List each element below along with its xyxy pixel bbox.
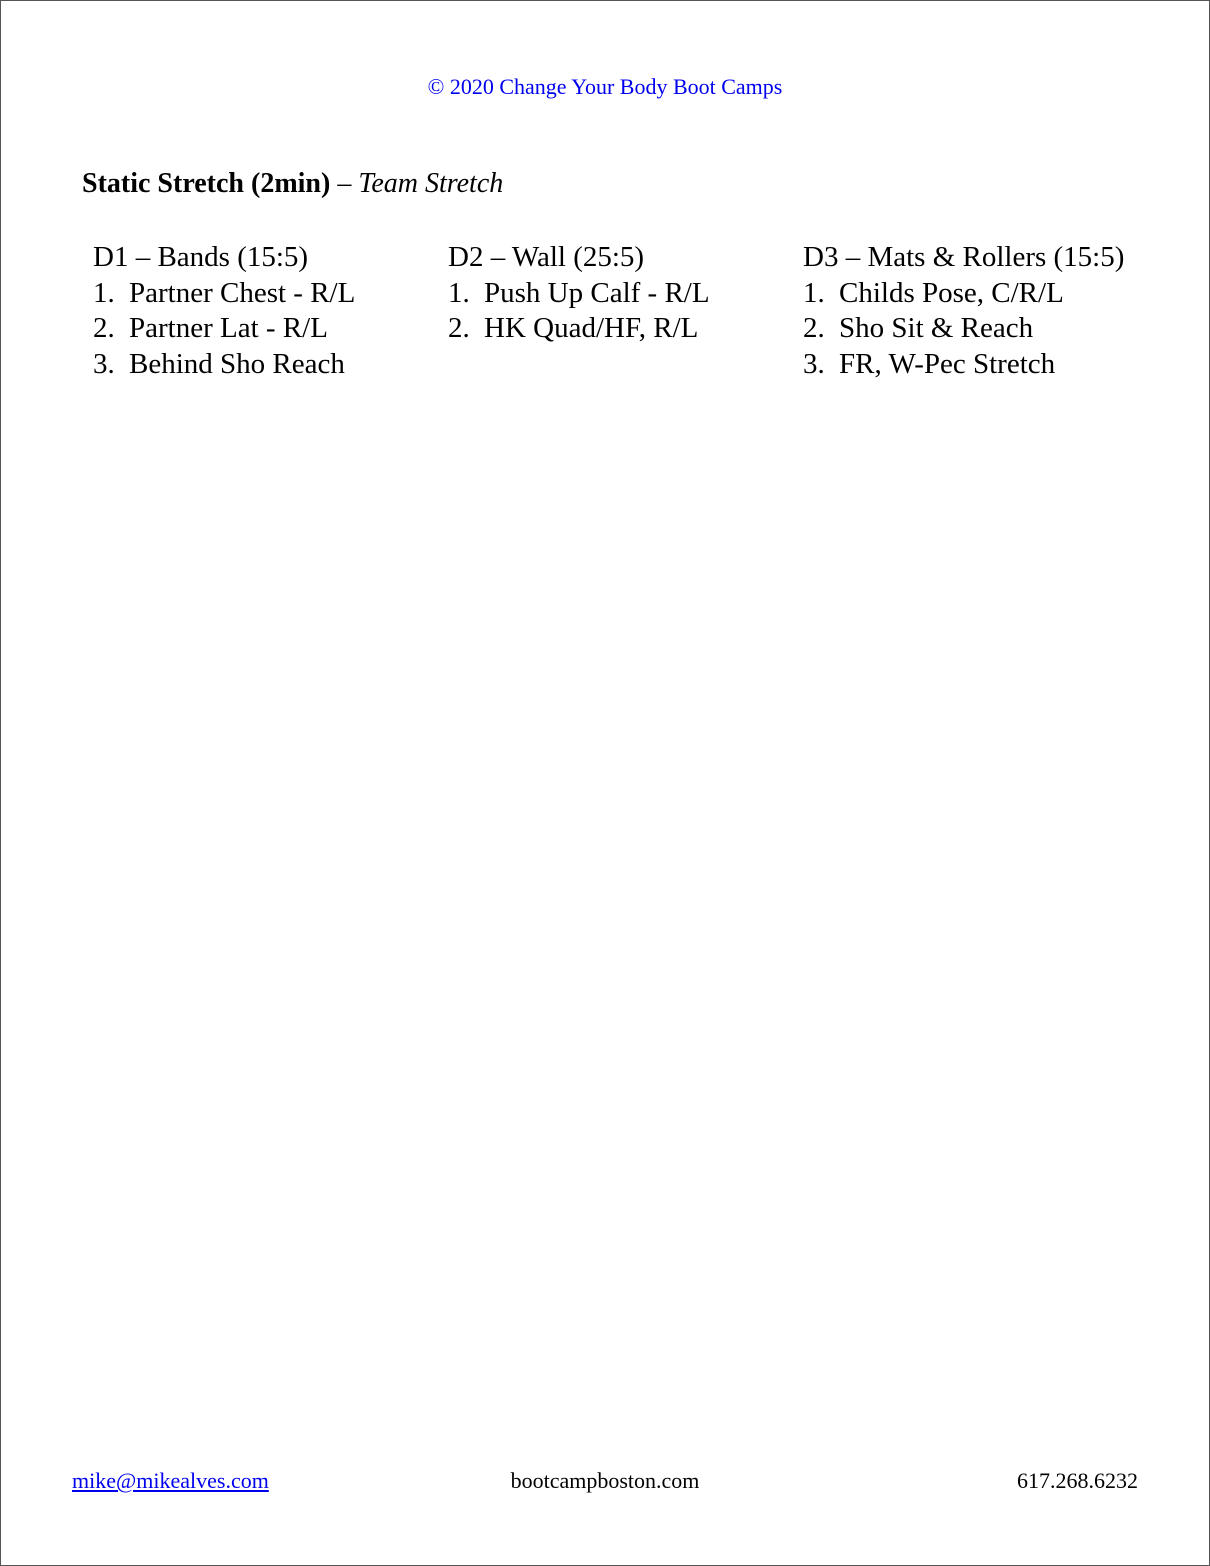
list-item	[803, 347, 1124, 383]
footer-email-link[interactable]: mike@mikealves.com	[72, 1468, 269, 1493]
item-number: 1.	[803, 276, 825, 309]
station-d3	[803, 240, 1124, 382]
footer-phone: 617.268.6232	[1017, 1468, 1138, 1493]
list-item	[803, 311, 1124, 347]
item-text: Childs Pose, C/R/L	[839, 276, 1064, 309]
item-number: 2.	[448, 312, 470, 345]
stretch-list	[93, 276, 355, 383]
list-item	[93, 311, 355, 347]
item-text: Partner Chest - R/L	[129, 276, 356, 309]
list-item	[448, 311, 710, 347]
section-title: Static Stretch (2min)	[82, 168, 331, 199]
section-separator: –	[330, 168, 359, 199]
list-item	[93, 276, 355, 312]
item-number: 1.	[448, 276, 470, 309]
list-item	[448, 276, 710, 312]
station-title: D1 – Bands (15:5)	[93, 241, 309, 273]
station-title: D2 – Wall (25:5)	[448, 241, 645, 273]
item-number: 3.	[93, 347, 115, 380]
item-number: 3.	[803, 347, 825, 380]
item-text: Push Up Calf - R/L	[484, 276, 710, 309]
stretch-list	[448, 276, 710, 347]
item-number: 1.	[93, 276, 115, 309]
stretch-list	[803, 276, 1124, 383]
item-text: HK Quad/HF, R/L	[484, 312, 699, 345]
section-heading	[82, 168, 503, 200]
station-d2	[448, 240, 710, 347]
station-d1	[93, 240, 355, 382]
item-text: FR, W-Pec Stretch	[839, 347, 1056, 380]
item-text: Partner Lat - R/L	[129, 312, 328, 345]
section-subtitle: Team Stretch	[358, 168, 504, 199]
copyright-header: © 2020 Change Your Body Boot Camps	[427, 74, 783, 99]
list-item	[803, 276, 1124, 312]
item-text: Sho Sit & Reach	[839, 312, 1034, 345]
footer-website: bootcampboston.com	[510, 1468, 700, 1493]
item-text: Behind Sho Reach	[129, 347, 345, 380]
list-item	[93, 347, 355, 383]
station-title: D3 – Mats & Rollers (15:5)	[803, 241, 1125, 273]
item-number: 2.	[93, 312, 115, 345]
item-number: 2.	[803, 312, 825, 345]
